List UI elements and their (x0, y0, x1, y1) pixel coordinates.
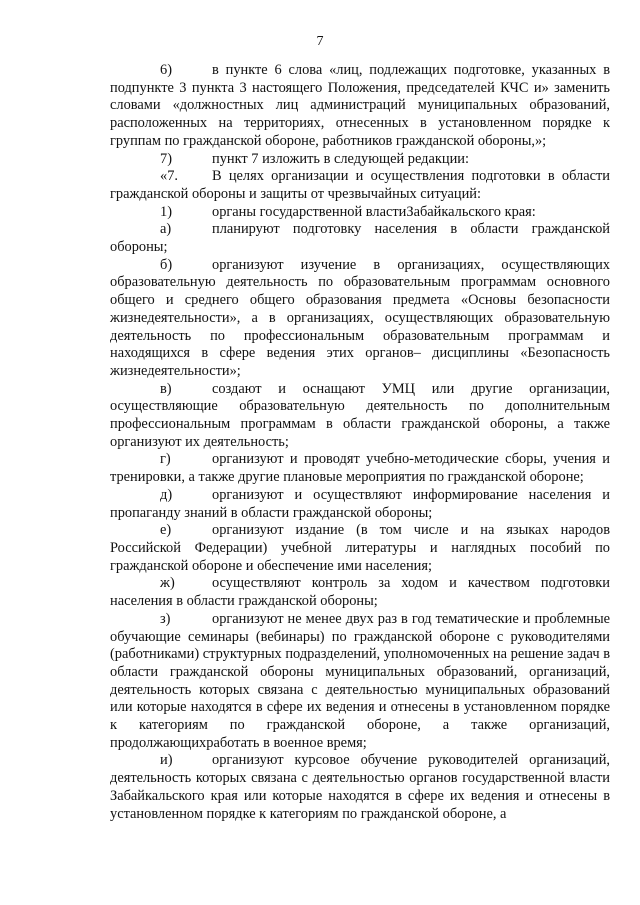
paragraph-label: з) (160, 610, 171, 627)
paragraph-label: ж) (160, 575, 175, 592)
paragraph-label: а) (160, 221, 172, 238)
paragraph (110, 611, 610, 753)
paragraph-label: 6) (160, 62, 172, 78)
paragraph-text: организуют не менее двух раз в год тематические и проблемные обучающие семинары (вебинары) по гражданской обороне с руководителями (работниками) структурных подразделений, уполномоченных на решение задач в области гражданской обороны муниципальных образований, организаций, деятельность которых связана с деятельностью муниципальных образований или которые находятся в сфере их ведения и отнесены в установленном порядке к категориям по гражданской обороне, а также организаций, продолжающихработать в военное время; (110, 610, 610, 751)
paragraph-text: планируют подготовку населения в области гражданской обороны; (110, 221, 610, 256)
paragraph (110, 204, 610, 222)
paragraph (110, 575, 610, 610)
paragraph-text: осуществляют контроль за ходом и качеством подготовки населения в области гражданской обороны; (110, 575, 610, 610)
paragraph-text: в пункте 6 слова «лиц, подлежащих подготовке, указанных в подпункте 3 пункта 3 настоящего Положения, председателей КЧС и» заменить словами «должностных лиц администраций муниципальных образований, расположенных на территориях, отнесенных в установленном порядке к группам по гражданской обороне, работников гражданской обороны,»; (110, 62, 610, 149)
document-body (110, 62, 610, 823)
paragraph (110, 257, 610, 381)
paragraph-label: «7. (160, 168, 178, 185)
paragraph-text: пункт 7 изложить в следующей редакции: (212, 150, 469, 167)
paragraph-text: организуют курсовое обучение руководителей организаций, деятельность которых связана с деятельностью органов государственной власти Забайкальского края или которые находятся в сфере их ведения и отнесены в установленном порядке к категориям по гражданской обороне, а (110, 752, 610, 822)
paragraph (110, 221, 610, 256)
paragraph (110, 752, 610, 823)
paragraph-text: создают и оснащают УМЦ или другие организации, осуществляющие образовательную деятельность по дополнительным профессиональным программам в области гражданской обороны, а также организуют их деятельность; (110, 380, 610, 450)
paragraph (110, 381, 610, 452)
paragraph (110, 451, 610, 486)
paragraph-text: В целях организации и осуществления подготовки в области гражданской обороны и защиты от чрезвычайных ситуаций: (110, 168, 610, 202)
paragraph-label: е) (160, 522, 172, 539)
paragraph (110, 151, 610, 169)
paragraph-text: организуют издание (в том числе и на языках народов Российской Федерации) учебной литературы и наглядных пособий по гражданской обороне и обеспечение ими населения; (110, 522, 610, 574)
paragraph-label: б) (160, 256, 173, 273)
paragraph-label: 7) (160, 150, 172, 167)
paragraph (110, 168, 610, 203)
paragraph-text: организуют и проводят учебно-методические сборы, учения и тренировки, а также другие плановые мероприятия по гражданской обороне; (110, 451, 610, 486)
paragraph-text: органы государственной властиЗабайкальского края: (212, 203, 536, 220)
paragraph-label: и) (160, 752, 173, 769)
paragraph-label: в) (160, 380, 172, 397)
paragraph-label: 1) (160, 203, 172, 220)
paragraph-text: организуют и осуществляют информирование населения и пропаганду знаний в области гражданской обороны; (110, 486, 610, 521)
paragraph (110, 62, 610, 151)
paragraph (110, 522, 610, 575)
paragraph-text: организуют изучение в организациях, осуществляющих образовательную деятельность по образовательным программам основного общего и среднего общего образования предмета «Основы безопасности жизнедеятельности», а в организациях, осуществляющих образовательную деятельность по профессиональным образовательным программам и находящихся в сфере ведения этих органов– дисциплины «Безопасность жизнедеятельности»; (110, 256, 610, 379)
paragraph-label: д) (160, 486, 173, 503)
paragraph-label: г) (160, 451, 171, 468)
paragraph (110, 487, 610, 522)
page-number: 7 (316, 34, 324, 49)
